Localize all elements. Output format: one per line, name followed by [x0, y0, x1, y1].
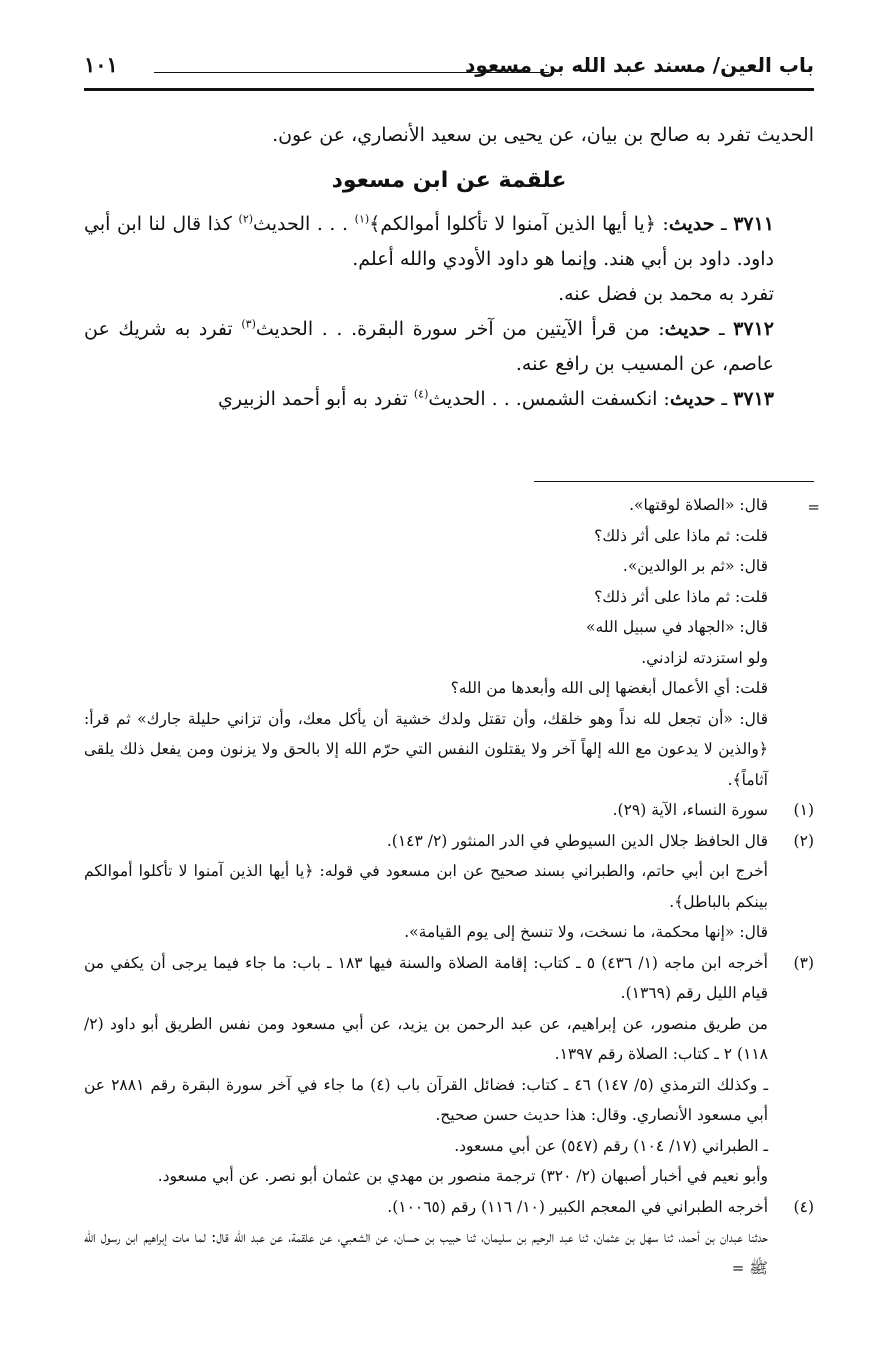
page-number: ١٠١ — [84, 52, 118, 77]
footnote-ref: (١) — [354, 212, 370, 226]
footnote-line: أخرجه ابن ماجه (١/ ٤٣٦) ٥ ـ كتاب: إقامة الصلاة والسنة فيها ١٨٣ ـ باب: ما جاء فيما يرجى أن يكفي من قيام الليل رقم (١٣٦٩). — [84, 953, 768, 1002]
footnote-line: قال الحافظ جلال الدين السيوطي في الدر المنثور (٢/ ١٤٣). — [386, 831, 768, 850]
footnote-line: سورة النساء، الآية (٢٩). — [612, 801, 768, 819]
hadith-3713: ٣٧١٣ ـ حديث: انكسفت الشمس. . . الحديث$^{(٤)}$ تفرد به أبو أحمد الزبيري — [218, 387, 774, 410]
hadith-text: تفرد به أبو أحمد الزبيري — [218, 388, 414, 410]
footnote-number: (٢) — [793, 831, 814, 850]
hadith-text: : انكسفت الشمس. . . الحديث — [428, 388, 670, 410]
footnote-1 — [84, 795, 814, 826]
hadith-text: . . . الحديث — [253, 213, 355, 235]
intro-line: الحديث تفرد به صالح بن بيان، عن يحيى بن سعيد الأنصاري، عن عون. — [272, 124, 814, 146]
footnote-number: (٤) — [793, 1197, 814, 1216]
footnote-ref: (٢) — [238, 212, 254, 226]
footnote-line: قلت: ثم ماذا على أثر ذلك؟ — [594, 526, 768, 545]
footnote-line: قال: «إنها محكمة، ما نسخت، ولا تنسخ إلى يوم القيامة». — [404, 923, 768, 941]
footnote-line: أخرجه الطبراني في المعجم الكبير (١٠/ ١١٦) رقم (١٠٠٦٥). — [387, 1197, 768, 1216]
footnote-text: حدثنا عبدان بن أحمد، ثنا سهل بن عثمان، ثنا عبد الرحيم بن سليمان، ثنا حبيب بن حسان، عن الشعبي، عن علقمة، عن عبد الله قال: لما مات إبراهيم ابن رسول الله ﷺ — [84, 1228, 768, 1277]
footnote-line: قلت: ثم ماذا على أثر ذلك؟ — [594, 587, 768, 606]
hadith-3711: ٣٧١١ ـ حديث: ﴿يا أيها الذين آمنوا لا تأكلوا أموالكم﴾$^{(١)}$ . . . الحديث$^{(٢)}$ كذا قال لنا ابن أبي داود. داود بن أبي هند. وإنما هو داود الأودي والله أعلم. — [84, 212, 775, 270]
hadith-number: ٣٧١١ — [733, 213, 775, 235]
hadith-label: حديث — [668, 213, 715, 235]
hadith-3712: ٣٧١٢ ـ حديث: من قرأ الآيتين من آخر سورة البقرة. . . الحديث$^{(٣)}$ تفرد به شريك عن عاصم، عن المسيب بن رافع عنه. — [84, 317, 774, 375]
footnote-line: قال: «أن تجعل لله نداً وهو خلقك، وأن تقتل ولدك خشية أن يأكل معك، وأن تزاني حليلة جارك» ثم قرأ: ﴿والذين لا يدعون مع الله إلهاً آخر ولا يقتلون النفس التي حرّم الله إلا بالحق ولا يزنون ومن يفعل ذلك يلقى آثاماً﴾. — [84, 709, 768, 789]
footnote-3 — [84, 948, 814, 1192]
header-line — [154, 72, 549, 73]
footnote-2 — [84, 826, 814, 948]
footnote-line: ـ الطبراني (١٧/ ١٠٤) رقم (٥٤٧) عن أبي مسعود. — [454, 1136, 768, 1155]
running-title: باب العين/ مسند عبد الله بن مسعود — [465, 53, 814, 77]
footnote-line: ـ وكذلك الترمذي (٥/ ١٤٧) ٤٦ ـ كتاب: فضائل القرآن باب (٤) ما جاء في آخر سورة البقرة رقم ٢٨٨١ عن أبي مسعود الأنصاري. وقال: هذا حديث حسن صحيح. — [84, 1075, 768, 1124]
footnote-number: (٣) — [793, 953, 814, 972]
hadith-text: كذا قال لنا ابن أبي داود. داود بن أبي هند. وإنما هو داود الأودي والله أعلم. — [84, 213, 774, 270]
main-text — [84, 118, 814, 417]
footnote-line: من طريق منصور، عن إبراهيم، عن عبد الرحمن بن يزيد، عن أبي مسعود ومن نفس الطريق أبو داود (٢/ ١١٨) ٢ ـ كتاب: الصلاة رقم ١٣٩٧. — [84, 1014, 768, 1063]
footnote-rule — [534, 481, 814, 482]
footnotes — [84, 490, 820, 1283]
hadith-number: ٣٧١٣ — [733, 388, 774, 410]
running-header — [84, 50, 814, 82]
continuation-mark: = — [807, 498, 820, 516]
footnote-ref: (٤) — [413, 387, 429, 401]
hadith-text: : من قرأ الآيتين من آخر سورة البقرة. . . الحديث — [255, 318, 665, 340]
continuation-mark: = — [731, 1258, 745, 1277]
footnote-4 — [84, 1192, 814, 1284]
footnote-line: قال: «الصلاة لوقتها». — [629, 496, 768, 514]
header-rule — [84, 88, 814, 91]
footnote-continuation — [84, 490, 820, 795]
hadith-label: حديث — [669, 388, 716, 410]
footnote-line: أخرج ابن أبي حاتم، والطبراني بسند صحيح عن ابن مسعود في قوله: ﴿يا أيها الذين آمنوا لا تأكلوا أموالكم بينكم بالباطل﴾. — [84, 862, 768, 911]
hadith-label: حديث — [664, 318, 711, 340]
footnote-number: (١) — [793, 801, 814, 819]
footnote-ref: (٣) — [241, 317, 256, 331]
hadith-note: تفرد به محمد بن فضل عنه. — [558, 283, 774, 305]
footnote-line: قال: «الجهاد في سبيل الله» — [586, 618, 768, 636]
hadith-text: تفرد به شريك عن عاصم، عن المسيب بن رافع عنه. — [84, 318, 774, 375]
footnote-line: ولو استزدته لزادني. — [641, 648, 768, 667]
footnote-line — [84, 1222, 768, 1283]
hadith-number: ٣٧١٢ — [733, 318, 774, 340]
footnote-line: قال: «ثم بر الوالدين». — [622, 557, 768, 575]
footnote-line: قلت: أي الأعمال أبغضها إلى الله وأبعدها من الله؟ — [450, 679, 768, 697]
hadith-text: : ﴿يا أيها الذين آمنوا لا تأكلوا أموالكم﴾ — [369, 213, 669, 235]
section-title: علقمة عن ابن مسعود — [331, 168, 567, 193]
footnote-line: وأبو نعيم في أخبار أصبهان (٢/ ٣٢٠) ترجمة منصور بن مهدي بن عثمان أبو نصر. عن أبي مسعود. — [157, 1167, 768, 1185]
